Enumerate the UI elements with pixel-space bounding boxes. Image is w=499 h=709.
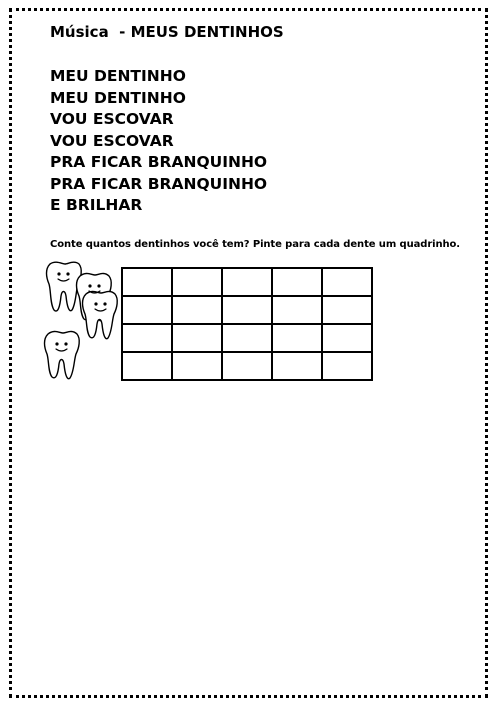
grid-cell[interactable] <box>322 352 372 380</box>
grid-cell[interactable] <box>122 324 172 352</box>
lyric-line: PRA FICAR BRANQUINHO <box>50 153 268 171</box>
grid-cell[interactable] <box>222 352 272 380</box>
instruction-text: Conte quantos dentinhos você tem? Pinte para cada dente um quadrinho. <box>50 239 460 250</box>
grid-cell[interactable] <box>322 324 372 352</box>
smiling-teeth-icon <box>38 258 120 380</box>
grid-cell[interactable] <box>172 324 222 352</box>
page-title: Música - MEUS DENTINHOS <box>50 23 284 41</box>
grid-cell[interactable] <box>222 324 272 352</box>
lyric-line: PRA FICAR BRANQUINHO <box>50 174 268 193</box>
grid-row <box>122 352 372 380</box>
grid-cell[interactable] <box>222 268 272 296</box>
grid-cell[interactable] <box>172 268 222 296</box>
grid-cell[interactable] <box>322 268 372 296</box>
grid-cell[interactable] <box>272 324 322 352</box>
grid-cell[interactable] <box>122 268 172 296</box>
grid-row <box>122 268 372 296</box>
grid-cell[interactable] <box>272 296 322 324</box>
grid-row <box>122 324 372 352</box>
lyric-line: MEU DENTINHO <box>50 88 186 107</box>
lyric-line: MEU DENTINHO <box>50 67 186 85</box>
lyric-line: VOU ESCOVAR <box>50 110 174 128</box>
lyric-line: VOU ESCOVAR <box>50 131 174 150</box>
lyric-line: E BRILHAR <box>50 196 143 214</box>
grid-cell[interactable] <box>322 296 372 324</box>
grid-cell[interactable] <box>272 352 322 380</box>
grid-cell[interactable] <box>272 268 322 296</box>
grid-cell[interactable] <box>172 296 222 324</box>
grid-row <box>122 296 372 324</box>
grid-cell[interactable] <box>172 352 222 380</box>
grid-cell[interactable] <box>222 296 272 324</box>
grid-cell[interactable] <box>122 352 172 380</box>
song-lyrics <box>50 66 267 217</box>
grid-cell[interactable] <box>122 296 172 324</box>
counting-grid <box>121 267 373 381</box>
